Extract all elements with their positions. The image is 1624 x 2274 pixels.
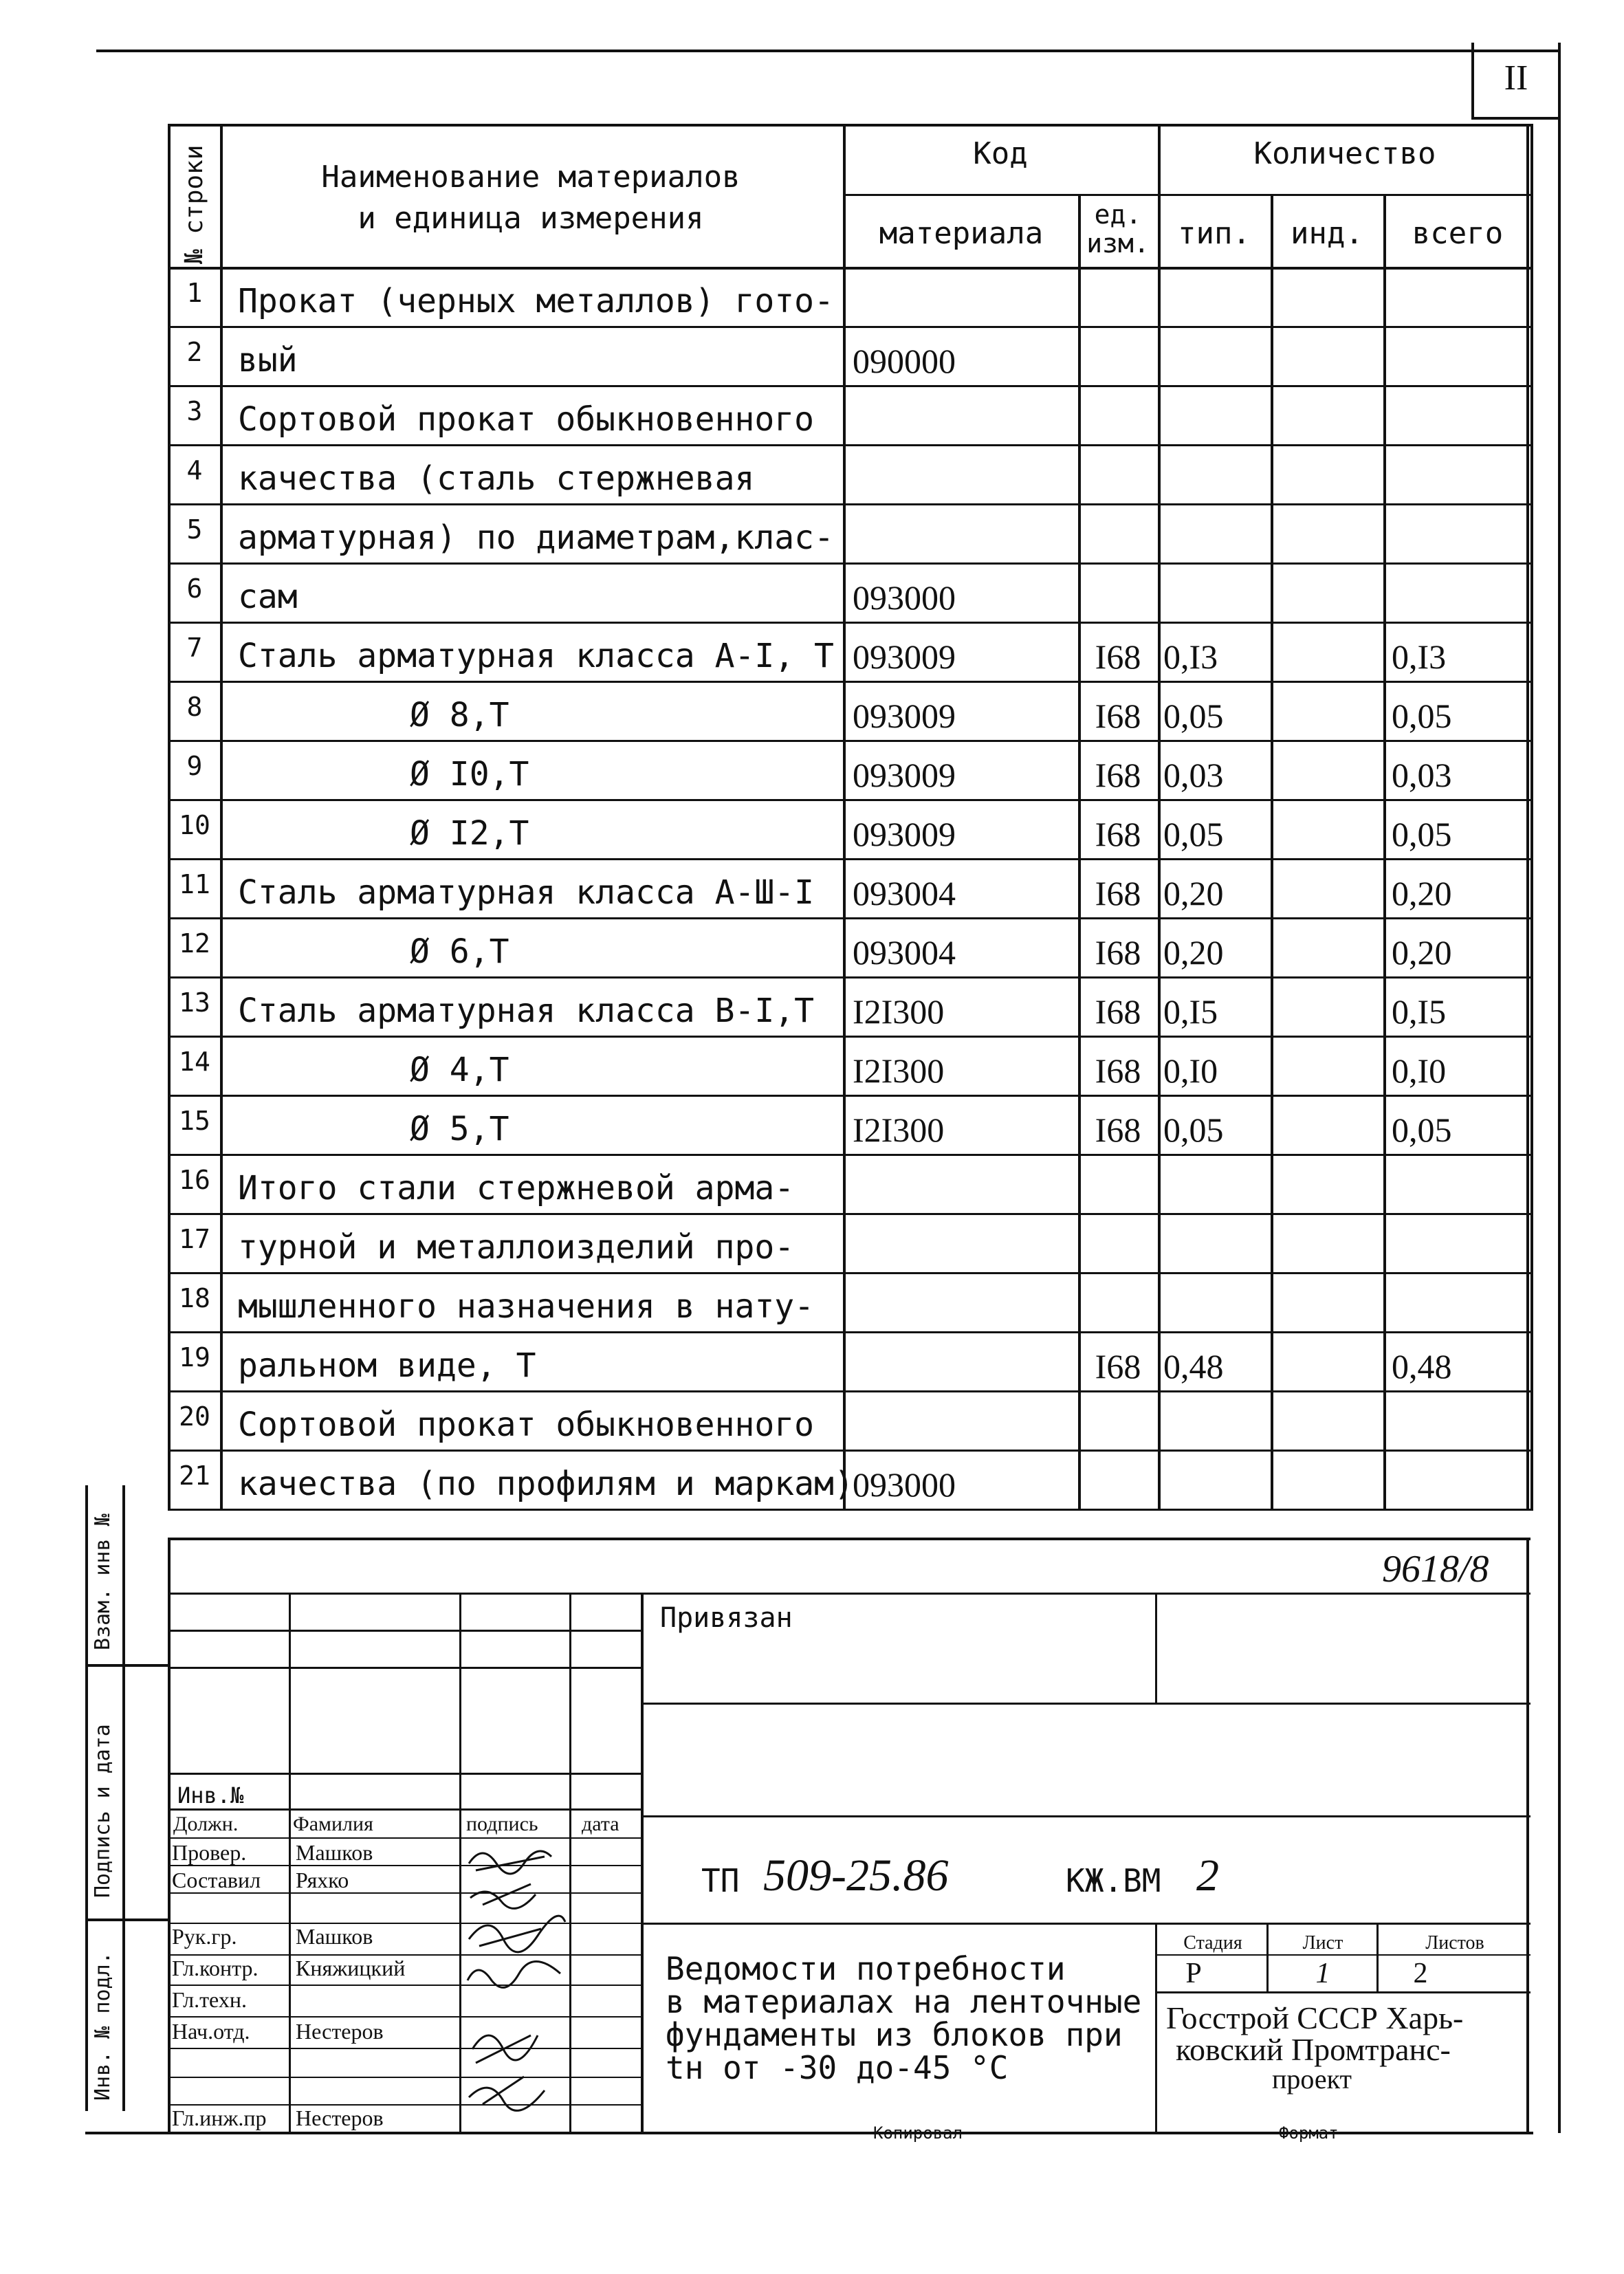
role-label: Составил: [172, 1868, 261, 1892]
header-code: Код: [973, 136, 1028, 171]
table-row-line: [168, 1390, 1533, 1392]
material-code: 093000: [853, 578, 956, 617]
role-label: Провер.: [172, 1840, 247, 1865]
material-code: 093004: [853, 874, 956, 912]
table-row-line: [168, 385, 1533, 387]
qty-type: 0,05: [1163, 697, 1224, 735]
header-qty-total: всего: [1412, 216, 1504, 251]
table-row-line: [168, 1450, 1533, 1452]
stamp-stage-h2: [1155, 1991, 1530, 1993]
qty-type: 0,I5: [1163, 992, 1218, 1031]
doc-code-part: 2: [1196, 1850, 1219, 1901]
row-number: 15: [179, 1106, 210, 1136]
row-number: 19: [179, 1342, 210, 1373]
table-col-line: [1530, 124, 1533, 1509]
table-row-line: [168, 326, 1533, 328]
qty-type: 0,05: [1163, 815, 1224, 853]
table-header-bottom-line: [168, 267, 1533, 270]
row-number: 4: [186, 455, 203, 485]
table-row-line: [168, 1331, 1533, 1333]
row-number: 8: [186, 692, 203, 722]
material-name: Сортовой прокат обыкновенного: [238, 400, 815, 439]
stamp-stage-h1: [1155, 1954, 1530, 1956]
org-line3: проект: [1272, 2064, 1352, 2095]
row-number: 6: [186, 573, 203, 604]
table-col-line: [1271, 194, 1273, 1509]
material-name: Итого стали стержневой арма-: [238, 1169, 795, 1207]
side-stamp-div1: [85, 1664, 168, 1667]
unit-code: I68: [1095, 1051, 1141, 1090]
material-name: Сталь арматурная класса А-I, Т: [238, 637, 834, 675]
material-name: ральном виде, Т: [238, 1346, 536, 1385]
material-code: 093009: [853, 756, 956, 794]
side-podpis-label: Подпись и дата: [91, 1724, 115, 1898]
row-number: 11: [179, 869, 210, 899]
material-name: качества (сталь стержневая: [238, 459, 755, 498]
stamp-right-h3: [641, 1815, 1530, 1817]
stamp-right-v-top: [1155, 1593, 1157, 1703]
stamp-grid-v: [289, 1593, 291, 2132]
header-qty-type: тип.: [1178, 216, 1251, 251]
table-row-line: [168, 681, 1533, 683]
qty-total: 0,I5: [1392, 992, 1447, 1031]
signature-scribbles: [462, 1843, 572, 2132]
side-stamp-div2: [85, 1918, 168, 1921]
sheet-number: II: [1504, 58, 1528, 98]
role-surname: Машков: [296, 1840, 373, 1865]
row-number: 5: [186, 514, 203, 545]
doc-title-line3: фундаменты из блоков при: [666, 2016, 1123, 2053]
material-name: Ø 6,Т: [410, 932, 509, 971]
row-number: 14: [179, 1047, 210, 1077]
table-col-line: [1158, 124, 1161, 1509]
table-right-border: [1526, 124, 1529, 1509]
material-code: 093009: [853, 697, 956, 735]
qty-total: 0,I0: [1392, 1051, 1447, 1090]
material-code: 093000: [853, 1465, 956, 1504]
unit-code: I68: [1095, 933, 1141, 972]
qty-type: 0,I0: [1163, 1051, 1218, 1090]
stamp-mid-vertical: [641, 1593, 644, 2133]
sheet-value: 1: [1315, 1958, 1330, 1989]
row-number: 21: [179, 1461, 210, 1491]
table-row-line: [168, 1154, 1533, 1156]
table-row-line: [168, 917, 1533, 919]
material-code: 093009: [853, 815, 956, 853]
side-inv-podl-label: Инв. № подл.: [91, 1952, 115, 2101]
stamp-stage-v1: [1266, 1923, 1269, 1991]
role-label: Гл.контр.: [172, 1956, 259, 1980]
material-name: турной и металлоизделий про-: [238, 1228, 795, 1267]
table-col-line: [843, 124, 846, 1509]
org-line2: ковский Промтранс-: [1176, 2032, 1451, 2067]
unit-code: I68: [1095, 1347, 1141, 1386]
row-number: 1: [186, 278, 203, 308]
table-header-mid-line: [843, 194, 1533, 196]
material-code: 090000: [853, 342, 956, 380]
qty-total: 0,03: [1392, 756, 1452, 794]
table-row-line: [168, 740, 1533, 742]
header-code-unit-1: ед.: [1094, 199, 1142, 230]
unit-code: I68: [1095, 637, 1141, 676]
col-date-label: дата: [582, 1813, 619, 1835]
header-code-unit-2: изм.: [1086, 228, 1150, 259]
table-row-line: [168, 1095, 1533, 1097]
doc-title-line4: tн от -30 до-45 °С: [666, 2049, 1009, 2086]
role-label: Гл.инж.пр: [172, 2106, 267, 2130]
sheets-label: Листов: [1425, 1932, 1484, 1954]
stamp-right-h2: [641, 1703, 1530, 1705]
unit-code: I68: [1095, 874, 1141, 912]
material-name: Ø 8,Т: [410, 696, 509, 734]
header-quantity: Количество: [1253, 136, 1436, 171]
table-row-line: [168, 1509, 1533, 1511]
stamp-top-line: [168, 1538, 1530, 1540]
header-row-number: № строки: [180, 144, 208, 264]
material-code: I2I300: [853, 1111, 945, 1149]
table-row-line: [168, 503, 1533, 505]
qty-type: 0,05: [1163, 1111, 1224, 1149]
privyazan-label: Привязан: [660, 1602, 793, 1634]
material-name: Сталь арматурная класса А-Ш-I: [238, 873, 815, 912]
qty-total: 0,20: [1392, 933, 1452, 972]
role-surname: Княжицкий: [296, 1956, 406, 1980]
col-role-label: Должн.: [173, 1813, 239, 1835]
row-number: 20: [179, 1401, 210, 1432]
material-name: Ø I2,Т: [410, 814, 529, 853]
material-name: Сортовой прокат обыкновенного: [238, 1406, 815, 1444]
qty-type: 0,03: [1163, 756, 1224, 794]
doc-title-line2: в материалах на ленточные: [666, 1983, 1142, 2020]
row-number: 18: [179, 1283, 210, 1313]
unit-code: I68: [1095, 1111, 1141, 1149]
doc-code-prefix: ТП: [701, 1862, 740, 1899]
sheet-number-box-right: [1558, 43, 1561, 2133]
role-surname: Нестеров: [296, 2019, 384, 2044]
qty-total: 0,20: [1392, 874, 1452, 912]
qty-total: 0,48: [1392, 1347, 1452, 1386]
row-number: 3: [186, 396, 203, 426]
role-label: Нач.отд.: [172, 2019, 250, 2044]
table-row-line: [168, 799, 1533, 801]
unit-code: I68: [1095, 756, 1141, 794]
qty-type: 0,20: [1163, 874, 1224, 912]
side-stamp-mid: [122, 1485, 125, 2111]
footer-copied: Копировал: [873, 2123, 963, 2143]
row-number: 13: [179, 987, 210, 1018]
stamp-stage-v2: [1376, 1923, 1379, 1991]
table-col-line: [220, 124, 223, 1509]
unit-code: I68: [1095, 697, 1141, 735]
org-line1: Госстрой СССР Харь-: [1166, 2000, 1464, 2035]
table-row-line: [168, 1272, 1533, 1274]
header-name-line2: и единица измерения: [358, 201, 704, 236]
material-code: 093004: [853, 933, 956, 972]
qty-type: 0,I3: [1163, 637, 1218, 676]
qty-total: 0,05: [1392, 697, 1452, 735]
qty-total: 0,05: [1392, 1111, 1452, 1149]
col-surname-label: Фамилия: [293, 1813, 373, 1835]
header-code-material: материала: [879, 216, 1044, 251]
role-surname: Ряхко: [296, 1868, 349, 1892]
material-name: мышленного назначения в нату-: [238, 1287, 815, 1326]
stamp-right-h1: [641, 1593, 1530, 1595]
material-name: Ø I0,Т: [410, 755, 529, 794]
table-row-line: [168, 976, 1533, 979]
row-number: 10: [179, 810, 210, 840]
doc-code-number: 509-25.86: [763, 1850, 949, 1901]
inv-no-label: Инв.№: [177, 1782, 244, 1808]
stage-label: Стадия: [1183, 1932, 1242, 1954]
table-row-line: [168, 562, 1533, 565]
material-code: I2I300: [853, 992, 945, 1031]
stage-value: Р: [1185, 1958, 1202, 1989]
material-code: I2I300: [853, 1051, 945, 1090]
material-name: вый: [238, 341, 298, 380]
sheet-label: Лист: [1302, 1932, 1343, 1954]
qty-type: 0,48: [1163, 1347, 1224, 1386]
table-row-line: [168, 1213, 1533, 1215]
material-name: сам: [238, 578, 298, 616]
stamp-grid-v: [459, 1593, 461, 2132]
role-surname: Нестеров: [296, 2106, 384, 2130]
sheets-value: 2: [1413, 1958, 1428, 1989]
role-label: Рук.гр.: [172, 1924, 237, 1949]
row-number: 7: [186, 633, 203, 663]
top-border: [96, 50, 1561, 52]
side-stamp-left: [85, 1485, 88, 2111]
qty-total: 0,05: [1392, 815, 1452, 853]
doc-title-line1: Ведомости потребности: [666, 1950, 1066, 1987]
role-label: Гл.техн.: [172, 1987, 247, 2012]
table-row-line: [168, 1036, 1533, 1038]
role-surname: Машков: [296, 1924, 373, 1949]
unit-code: I68: [1095, 992, 1141, 1031]
row-number: 2: [186, 337, 203, 367]
table-top-line: [168, 124, 1533, 127]
side-vzam-label: Взам. инв №: [91, 1513, 115, 1650]
handwritten-number: 9618/8: [1382, 1548, 1489, 1590]
unit-code: I68: [1095, 815, 1141, 853]
sheet-number-box-bottom: [1471, 117, 1561, 120]
footer-format: Формат: [1279, 2123, 1339, 2143]
header-qty-ind: инд.: [1291, 216, 1363, 251]
header-name-line1: Наименование материалов: [321, 160, 740, 195]
material-code: 093009: [853, 637, 956, 676]
table-col-line: [1383, 194, 1386, 1509]
material-name: Ø 5,Т: [410, 1110, 509, 1148]
table-row-line: [168, 622, 1533, 624]
table-row-line: [168, 858, 1533, 860]
qty-type: 0,20: [1163, 933, 1224, 972]
material-name: Прокат (черных металлов) гото-: [238, 282, 834, 320]
stamp-right-h4: [641, 1923, 1530, 1925]
table-row-line: [168, 444, 1533, 446]
doc-code-suffix: КЖ.ВМ: [1066, 1862, 1161, 1899]
material-name: Ø 4,Т: [410, 1051, 509, 1089]
material-name: Сталь арматурная класса В-I,Т: [238, 992, 815, 1030]
stamp-left-line: [168, 1538, 171, 2133]
row-number: 9: [186, 751, 203, 781]
row-number: 17: [179, 1224, 210, 1254]
material-name: качества (по профилям и маркам): [238, 1465, 854, 1503]
qty-total: 0,I3: [1392, 637, 1447, 676]
row-number: 12: [179, 928, 210, 959]
material-name: арматурная) по диаметрам,клас-: [238, 518, 834, 557]
col-sign-label: подпись: [466, 1813, 538, 1835]
row-number: 16: [179, 1165, 210, 1195]
stamp-right-line: [1526, 1538, 1529, 2133]
